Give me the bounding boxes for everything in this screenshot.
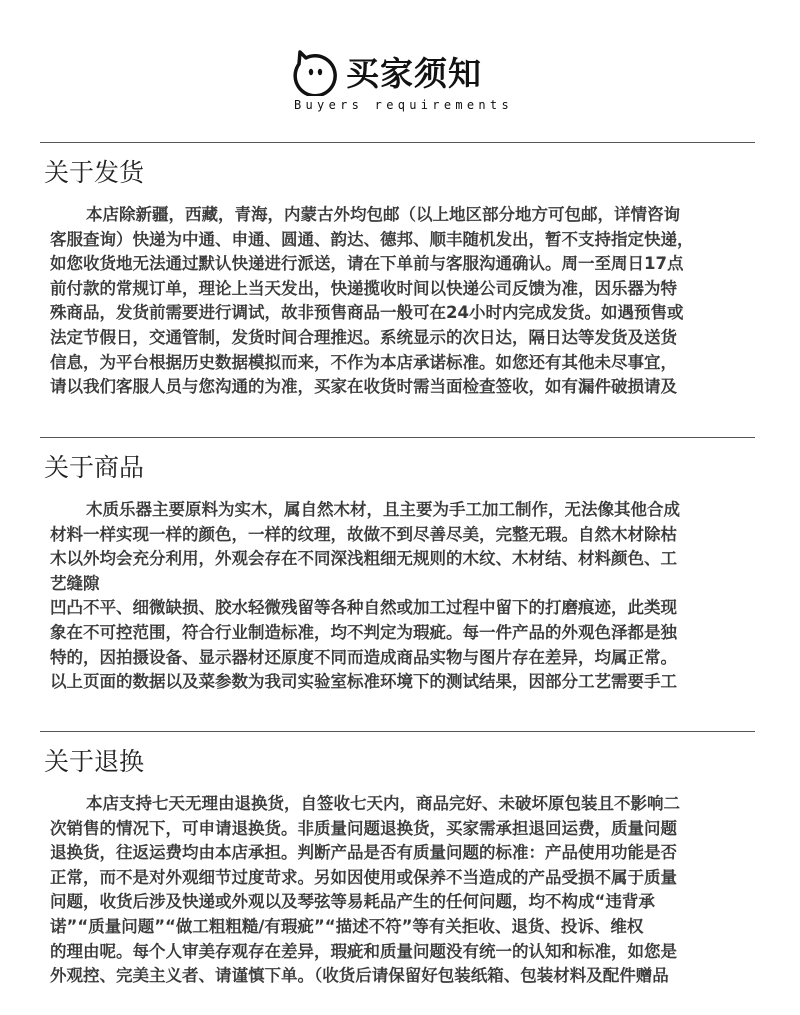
- section-heading: 关于发货: [44, 158, 145, 187]
- text-line: 本店支持七天无理由退换货，自签收七天内，商品完好、未破坏原包装且不影响二: [86, 794, 680, 813]
- text-line: 诺”“质量问题”“做工粗粗糙/有瑕疵”“描述不符”等有关拒收、退货、投诉、维权: [50, 916, 644, 936]
- section-shipping: [40, 142, 755, 400]
- section-body: [50, 498, 750, 695]
- text-line: 前付款的常规订单，理论上当天发出，快递揽收时间以快递公司反馈为准，因乐器为特: [50, 278, 677, 298]
- text-line: 次销售的情况下，可申请退换货。非质量问题退换货，买家需承担退回运费，质量问题: [50, 818, 677, 838]
- text-line: 问题，收货后涉及快递或外观以及琴弦等易耗品产生的任何问题，均不构成“违背承: [50, 892, 655, 912]
- text-line: 请以我们客服人员与您沟通的为准，买家在收货时需当面检查签收，如有漏件破损请及: [50, 377, 677, 397]
- text-line: 信息，为平台根据历史数据模拟而来，不作为本店承诺标准。如您还有其他未尽事宜，: [50, 352, 677, 372]
- page-title: 买家须知: [346, 54, 482, 93]
- text-line: 如您收货地无法通过默认快递进行派送，请在下单前与客服沟通确认。周一至周日17点: [50, 254, 684, 274]
- text-line: 木以外均会充分利用，外观会存在不同深浅粗细无规则的木纹、木材结、材料颜色、工: [50, 549, 677, 569]
- text-line: 正常，而不是对外观细节过度苛求。另如因使用或保养不当造成的产品受损不属于质量: [50, 867, 677, 887]
- section-heading: 关于商品: [44, 453, 145, 482]
- text-line: 殊商品，发货前需要进行调试，故非预售商品一般可在24小时内完成发货。如遇预售或: [50, 303, 684, 323]
- section-products: [40, 437, 755, 695]
- chat-bubble-face-icon: [290, 46, 340, 96]
- text-line: 象在不可控范围，符合行业制造标准，均不判定为瑕疵。每一件产品的外观色泽都是独: [50, 622, 677, 642]
- divider: [40, 731, 755, 732]
- divider: [40, 142, 755, 143]
- page-subtitle: Buyers requirements: [294, 98, 513, 112]
- divider: [40, 437, 755, 438]
- section-body: [50, 792, 750, 989]
- section-body: [50, 203, 750, 400]
- text-line: 的理由呢。每个人审美存观存在差异，瑕疵和质量问题没有统一的认知和标准，如您是: [50, 941, 677, 961]
- text-line: 本店除新疆，西藏，青海，内蒙古外均包邮（以上地区部分地方可包邮，详情咨询: [86, 205, 680, 224]
- section-returns: [40, 731, 755, 989]
- text-line: 外观控、完美主义者、请谨慎下单。（收货后请保留好包装纸箱、包装材料及配件赠品: [50, 966, 669, 986]
- text-line: 木质乐器主要原料为实木，属自然木材，且主要为手工加工制作，无法像其他合成: [86, 500, 680, 519]
- page-header: [0, 38, 800, 128]
- text-line: 退换货，往返运费均由本店承担。判断产品是否有质量问题的标准：产品使用功能是否: [50, 843, 677, 863]
- section-heading: 关于退换: [44, 747, 145, 776]
- text-line: 特的，因拍摄设备、显示器材还原度不同而造成商品实物与图片存在差异，均属正常。: [50, 647, 677, 667]
- text-line: 客服查询）快递为中通、申通、圆通、韵达、德邦、顺丰随机发出，暂不支持指定快递，: [50, 229, 694, 249]
- text-line: 法定节假日，交通管制，发货时间合理推迟。系统显示的次日达，隔日达等发货及送货: [50, 327, 677, 347]
- text-line: 凹凸不平、细微缺损、胶水轻微残留等各种自然或加工过程中留下的打磨痕迹，此类现: [50, 598, 677, 618]
- text-line: 材料一样实现一样的颜色，一样的纹理，故做不到尽善尽美，完整无瑕。自然木材除枯: [50, 524, 677, 544]
- text-line: 以上页面的数据以及菜参数为我司实验室标准环境下的测试结果，因部分工艺需要手工: [50, 672, 677, 692]
- text-line: 艺缝隙: [50, 573, 100, 593]
